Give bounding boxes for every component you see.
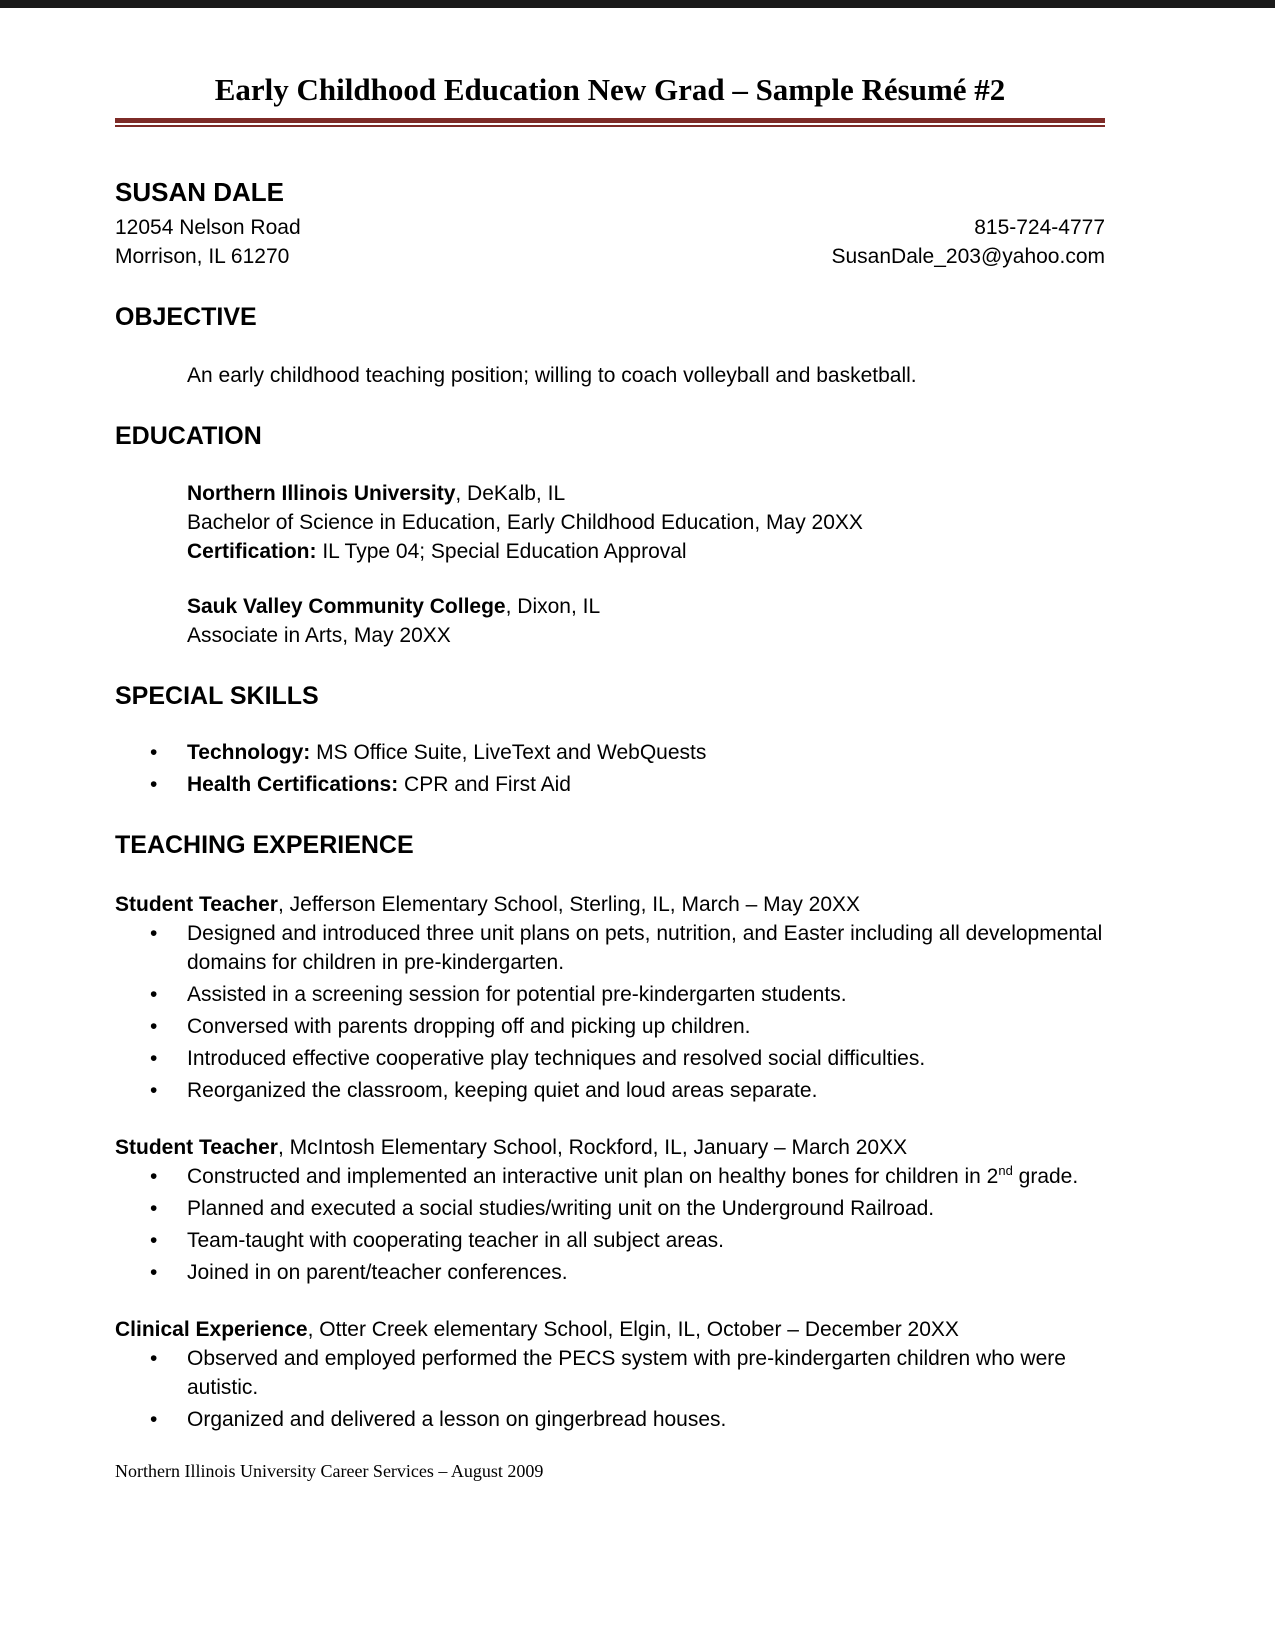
- page-top-edge: [0, 0, 1275, 8]
- teaching-experience-section: [115, 829, 1105, 1434]
- job-bullet-list: [115, 1344, 1105, 1434]
- bullet-icon: •: [150, 1197, 158, 1220]
- job-bullet-list: [115, 1162, 1105, 1287]
- bullet-text: Conversed with parents dropping off and picking up children.: [187, 1015, 751, 1038]
- email-address: SusanDale_203@yahoo.com: [831, 245, 1105, 268]
- bullet-text-pre: Constructed and implemented an interactive unit plan on healthy bones for children in 2: [187, 1165, 999, 1188]
- school-name: Northern Illinois University: [187, 482, 456, 505]
- school-location: , DeKalb, IL: [455, 482, 566, 505]
- experience-bullet: [150, 980, 1105, 1009]
- person-name: SUSAN DALE: [115, 177, 285, 207]
- job-details: , McIntosh Elementary School, Rockford, IL, January – March 20XX: [277, 1136, 908, 1159]
- job-details: , Otter Creek elementary School, Elgin, IL, October – December 20XX: [307, 1318, 959, 1341]
- bullet-text: Designed and introduced three unit plans on pets, nutrition, and Easter including all developmental domains for children in pre-kindergarten.: [187, 922, 1103, 974]
- title-rule-thin: [115, 125, 1105, 127]
- job-title: Clinical Experience: [115, 1318, 308, 1341]
- bullet-icon: •: [150, 1261, 158, 1284]
- school-line: [187, 592, 1105, 621]
- education-section: [115, 420, 1105, 650]
- skill-item: [150, 770, 1105, 799]
- job-title: Student Teacher: [115, 1136, 278, 1159]
- bullet-text: Planned and executed a social studies/writing unit on the Underground Railroad.: [187, 1197, 935, 1220]
- document-title: Early Childhood Education New Grad – Sample Résumé #2: [214, 72, 1006, 107]
- school-line: [187, 479, 1105, 508]
- bullet-icon: •: [150, 1408, 158, 1431]
- objective-heading: OBJECTIVE: [115, 303, 257, 331]
- experience-bullet: [150, 1076, 1105, 1105]
- bullet-icon: •: [150, 1347, 158, 1370]
- experience-bullet: [150, 1162, 1105, 1191]
- skill-label: Health Certifications:: [187, 773, 399, 796]
- experience-bullet: [150, 919, 1105, 977]
- special-skills-section: [115, 680, 1105, 799]
- certification-label: Certification:: [187, 540, 317, 563]
- job-title: Student Teacher: [115, 893, 278, 916]
- skill-value: MS Office Suite, LiveText and WebQuests: [310, 741, 707, 764]
- title-rule-thick: [115, 118, 1105, 123]
- special-skills-heading: SPECIAL SKILLS: [115, 682, 319, 710]
- job-title-line: [115, 1133, 1105, 1162]
- skill-label: Technology:: [187, 741, 311, 764]
- certification-line: [187, 537, 1105, 566]
- skill-text: [187, 770, 1105, 799]
- address-line-1: 12054 Nelson Road: [115, 216, 301, 239]
- skills-list: [115, 738, 1105, 799]
- experience-bullet: [150, 1344, 1105, 1402]
- bullet-text: [187, 1162, 1105, 1191]
- job-title-line: [115, 1315, 1105, 1344]
- experience-bullet: [150, 1044, 1105, 1073]
- bullet-icon: •: [150, 1047, 158, 1070]
- bullet-icon: •: [150, 922, 158, 945]
- bullet-icon: •: [150, 773, 158, 796]
- experience-bullet: [150, 1258, 1105, 1287]
- bullet-text: Observed and employed performed the PECS system with pre-kindergarten children who were autistic.: [187, 1347, 1066, 1399]
- degree-line: Bachelor of Science in Education, Early Childhood Education, May 20XX: [187, 511, 863, 534]
- certification-text: IL Type 04; Special Education Approval: [316, 540, 687, 563]
- bullet-icon: •: [150, 1079, 158, 1102]
- skill-item: [150, 738, 1105, 767]
- objective-section: [115, 301, 1105, 390]
- school-location: , Dixon, IL: [505, 595, 601, 618]
- contact-section: [115, 175, 1105, 271]
- contact-row-2: [115, 242, 1105, 271]
- phone-number: 815-724-4777: [974, 216, 1105, 239]
- bullet-text: Team-taught with cooperating teacher in all subject areas.: [187, 1229, 724, 1252]
- experience-bullet: [150, 1226, 1105, 1255]
- bullet-text: Assisted in a screening session for potential pre-kindergarten students.: [187, 983, 847, 1006]
- bullet-icon: •: [150, 1165, 158, 1188]
- skill-text: [187, 738, 1105, 767]
- bullet-icon: •: [150, 1015, 158, 1038]
- education-entry: [187, 479, 1105, 566]
- job-details: , Jefferson Elementary School, Sterling, IL, March – May 20XX: [277, 893, 861, 916]
- education-heading: EDUCATION: [115, 422, 262, 450]
- bullet-text-post: grade.: [1012, 1165, 1079, 1188]
- experience-bullet: [150, 1194, 1105, 1223]
- job-title-line: [115, 890, 1105, 919]
- experience-bullet: [150, 1012, 1105, 1041]
- bullet-text: Introduced effective cooperative play techniques and resolved social difficulties.: [187, 1047, 926, 1070]
- experience-bullet: [150, 1405, 1105, 1434]
- teaching-experience-heading: TEACHING EXPERIENCE: [115, 831, 414, 859]
- address-line-2: Morrison, IL 61270: [115, 245, 290, 268]
- experience-entry: [115, 890, 1105, 1105]
- experience-entry: [115, 1315, 1105, 1434]
- contact-row-1: [115, 213, 1105, 242]
- title-rule: [115, 118, 1105, 127]
- education-entry: [187, 592, 1105, 650]
- job-bullet-list: [115, 919, 1105, 1105]
- bullet-text: Reorganized the classroom, keeping quiet and loud areas separate.: [187, 1079, 818, 1102]
- bullet-icon: •: [150, 1229, 158, 1252]
- document-footer: Northern Illinois University Career Services – August 2009: [115, 1461, 544, 1481]
- bullet-text: Organized and delivered a lesson on gingerbread houses.: [187, 1408, 727, 1431]
- objective-text: An early childhood teaching position; willing to coach volleyball and basketball.: [187, 364, 917, 387]
- experience-entry: [115, 1133, 1105, 1287]
- bullet-text: Joined in on parent/teacher conferences.: [187, 1261, 568, 1284]
- ordinal-superscript: nd: [998, 1163, 1013, 1178]
- degree-line: Associate in Arts, May 20XX: [187, 624, 451, 647]
- school-name: Sauk Valley Community College: [187, 595, 506, 618]
- bullet-icon: •: [150, 983, 158, 1006]
- bullet-icon: •: [150, 741, 158, 764]
- skill-value: CPR and First Aid: [398, 773, 571, 796]
